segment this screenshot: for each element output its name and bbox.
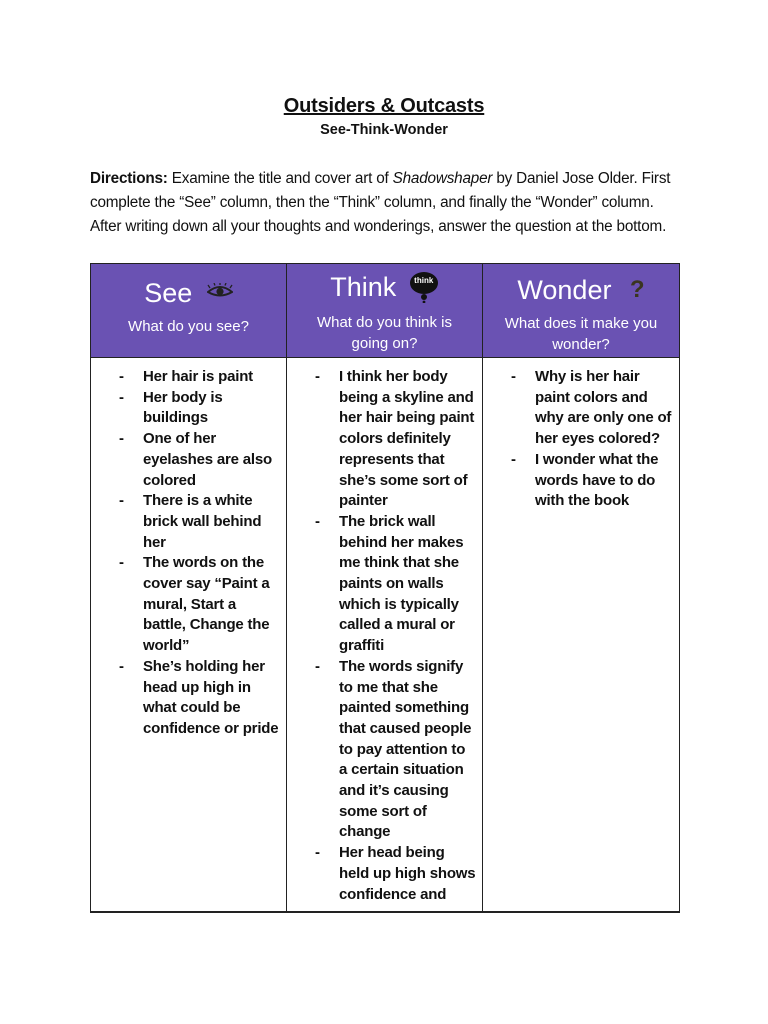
book-title: Shadowshaper — [392, 170, 493, 187]
think-title: Think — [330, 272, 397, 302]
see-column-cell — [91, 358, 287, 913]
list-item: - One of her eyelashes are also colored — [121, 429, 280, 491]
think-list — [287, 358, 482, 905]
think-bubble-icon — [409, 271, 439, 303]
directions-text-after: by Daniel Jose Older. First complete the “See” column, then the “Think” column, and finally the “Wonder” column. After writing down all your thoughts and wonderings, answer the question at the bottom. — [90, 170, 671, 235]
page-subtitle: See-Think-Wonder — [320, 122, 448, 138]
wonder-column-cell — [483, 358, 680, 913]
wonder-list — [483, 358, 679, 512]
see-question: What do you see? — [128, 318, 249, 335]
list-item: - I wonder what the words have to do with the book — [513, 450, 673, 512]
see-think-wonder-table — [90, 263, 680, 913]
wonder-question: What does it make you wonder? — [504, 315, 658, 353]
think-question: What do you think is going on? — [316, 314, 453, 352]
table-header-row — [91, 264, 680, 358]
list-item: - The words on the cover say “Paint a mural, Start a battle, Change the world” — [121, 553, 280, 657]
list-item: - The words signify to me that she painted something that caused people to pay attention to a certain situation and it’s causing some sort of change — [317, 657, 476, 843]
directions-paragraph — [90, 167, 682, 239]
list-item: - Why is her hair paint colors and why are only one of her eyes colored? — [513, 367, 673, 450]
think-header — [287, 264, 483, 358]
list-item: - Her body is buildings — [121, 388, 280, 429]
list-item: - There is a white brick wall behind her — [121, 491, 280, 553]
list-item: - Her head being held up high shows confidence and — [317, 843, 476, 905]
eye-icon — [207, 283, 233, 304]
list-item: - The brick wall behind her makes me think that she paints on walls which is typically called a mural or graffiti — [317, 512, 476, 657]
think-column-cell — [287, 358, 483, 913]
directions-text-before: Examine the title and cover art of — [167, 170, 393, 187]
see-header — [91, 264, 287, 358]
table-body-row — [91, 358, 680, 913]
see-title: See — [144, 278, 193, 308]
question-mark-icon: ? — [629, 275, 645, 303]
see-list — [91, 358, 286, 740]
list-item: - I think her body being a skyline and her hair being paint colors definitely represents that she’s some sort of painter — [317, 367, 476, 512]
list-item: - Her hair is paint — [121, 367, 280, 388]
wonder-header — [483, 264, 680, 358]
list-item: - She’s holding her head up high in what could be confidence or pride — [121, 657, 280, 740]
page-title: Outsiders & Outcasts — [283, 95, 485, 117]
directions-label: Directions: — [90, 170, 168, 187]
think-icon-label: think — [414, 275, 434, 285]
wonder-title: Wonder — [517, 275, 612, 305]
